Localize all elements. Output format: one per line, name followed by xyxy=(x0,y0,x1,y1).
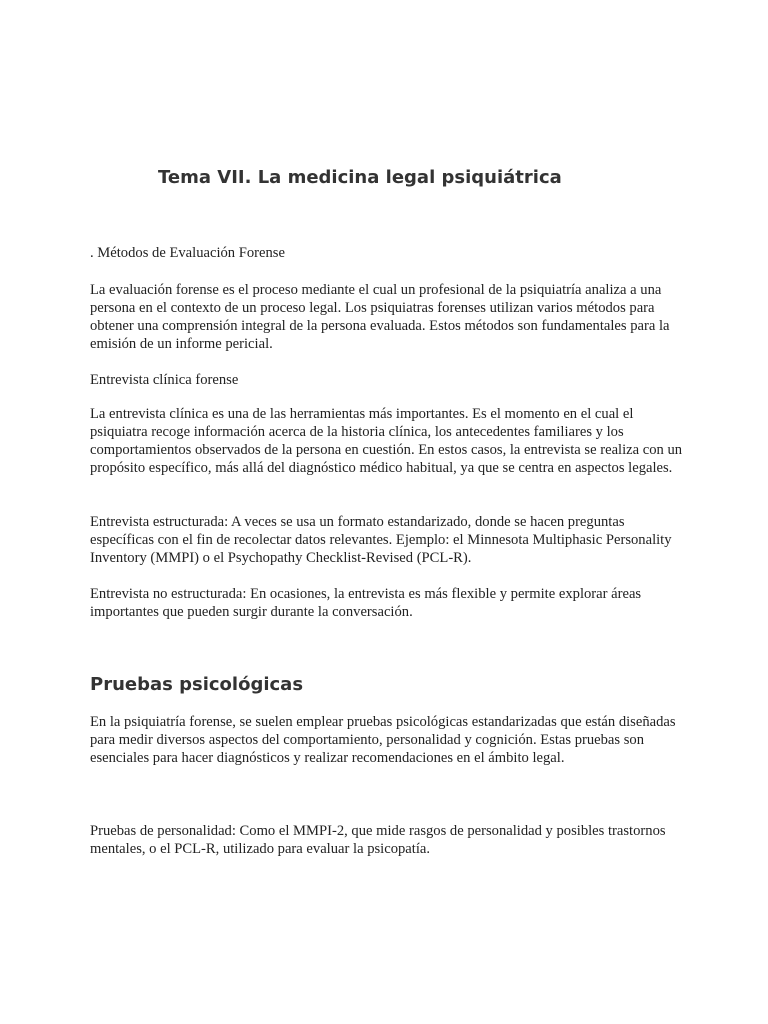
subsection-label-metodos: . Métodos de Evaluación Forense xyxy=(90,245,285,261)
paragraph-pruebas-personalidad: Pruebas de personalidad: Como el MMPI-2, que mide rasgos de personalidad y posibles trastornos mentales, o el PCL-R, utilizado para evaluar la psicopatía. xyxy=(90,823,666,857)
paragraph-entrevista-estructurada: Entrevista estructurada: A veces se usa un formato estandarizado, donde se hacen preguntas específicas con el fin de recolectar datos relevantes. Ejemplo: el Minnesota Multiphasic Personality Inventory (MMPI) o el Psychopathy Checklist-Revised (PCL-R). xyxy=(90,514,672,566)
paragraph-evaluacion-forense: La evaluación forense es el proceso mediante el cual un profesional de la psiquiatría analiza a una persona en el contexto de un proceso legal. Los psiquiatras forenses utilizan varios métodos para obtener una comprensión integral de la persona evaluada. Estos métodos son fundamentales para la emisión de un informe pericial. xyxy=(90,282,670,352)
subsection-label-entrevista: Entrevista clínica forense xyxy=(90,372,239,388)
paragraph-entrevista-no-estructurada: Entrevista no estructurada: En ocasiones, la entrevista es más flexible y permite explorar áreas importantes que pueden surgir durante la conversación. xyxy=(90,586,642,620)
document-title: Tema VII. La medicina legal psiquiátrica xyxy=(158,167,562,188)
paragraph-pruebas-psicologicas: En la psiquiatría forense, se suelen emplear pruebas psicológicas estandarizadas que están diseñadas para medir diversos aspectos del comportamiento, personalidad y cognición. Estas pruebas son esenciales para hacer diagnósticos y realizar recomendaciones en el ámbito legal. xyxy=(90,714,676,766)
section-heading-pruebas: Pruebas psicológicas xyxy=(90,674,304,695)
paragraph-entrevista-clinica: La entrevista clínica es una de las herramientas más importantes. Es el momento en el cual el psiquiatra recoge información acerca de la historia clínica, los antecedentes familiares y los comportamientos observados de la persona en cuestión. En estos casos, la entrevista se realiza con un propósito específico, más allá del diagnóstico médico habitual, ya que se centra en aspectos legales. xyxy=(90,406,683,476)
